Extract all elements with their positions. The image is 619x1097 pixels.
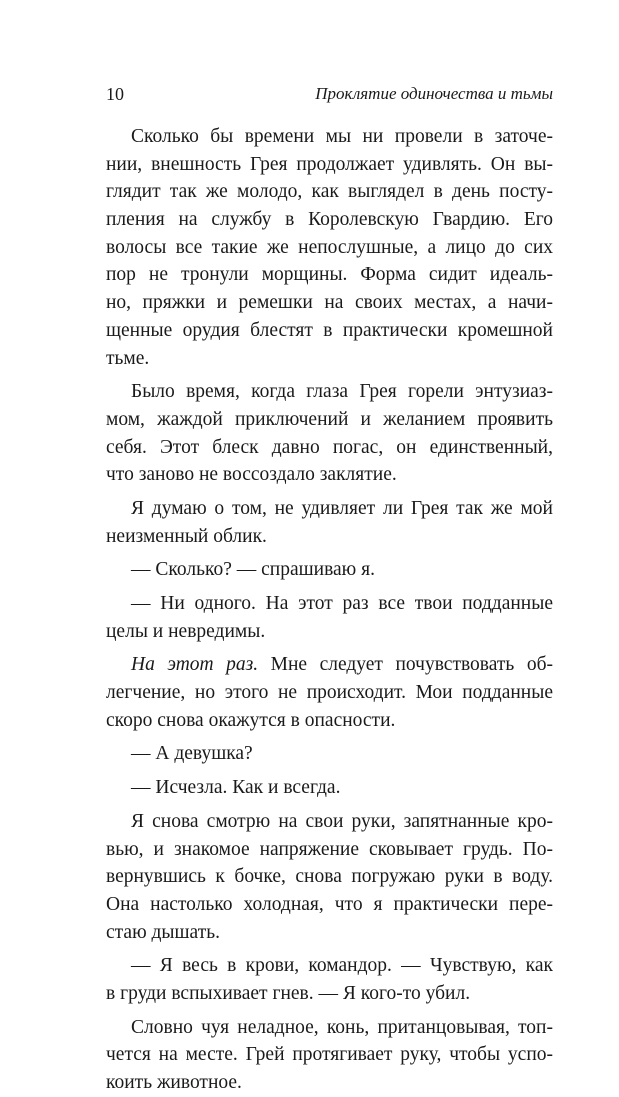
text-line: — А девушка? [131,743,253,765]
text-line: Я снова смотрю на свои руки, запятнанные кро- [131,810,553,832]
running-title: Проклятие одиночества и тьмы [315,84,553,103]
text-line: коить животное. [106,1072,242,1093]
text-line: себя. Этот блеск давно погас, он единственный, [106,436,553,458]
page-header [106,84,553,108]
text-line: стаю дышать. [106,921,220,943]
text-line: вернувшись к бочке, снова погружаю руки в воду. [106,866,553,888]
text-line: в груди вспыхивает гнев. — Я кого-то убил. [106,982,471,1004]
text-line: щенные орудия блестят в практически кромешной [106,319,553,341]
text-line: нии, внешность Грея продолжает удивлять. Он вы- [106,153,553,175]
text-line: неизменный облик. [106,525,267,547]
text-line: Она настолько холодная, что я практически пере- [106,893,553,915]
text-line: Я думаю о том, не удивляет ли Грея так же мой [131,497,553,519]
text-line: скоро снова окажутся в опасности. [106,709,396,731]
text-line: что заново не воссоздало заклятие. [106,464,397,486]
text-line: но, пряжки и ремешки на своих местах, а начи- [106,292,553,314]
text-line: целы и невредимы. [106,620,266,642]
text-line: мом, жаждой приключений и желанием проявить [106,408,553,430]
body-text [106,123,553,1097]
text-line: чется на месте. Грей протягивает руку, чтобы успо- [106,1044,553,1066]
text-line: тьме. [106,347,150,369]
text-line: пор не тронули морщины. Форма сидит идеаль- [106,264,553,286]
text-line: — Сколько? — спрашиваю я. [131,559,375,581]
text-line: вью, и знакомое напряжение сковывает грудь. По- [106,838,553,860]
text-line: Словно чуя неладное, конь, пританцовывая, топ- [131,1016,553,1038]
page-number: 10 [106,84,124,104]
text-line: легчение, но этого не происходит. Мои подданные [106,682,553,704]
text-line: — Ни одного. На этот раз все твои подданные [131,593,553,614]
text-line: пления на службу в Королевскую Гвардию. Его [106,209,553,231]
text-line: волосы все такие же непослушные, а лицо до сих [106,236,553,258]
text-line [106,651,553,679]
text-line: Было время, когда глаза Грея горели энтузиаз- [131,381,553,403]
text-line-rest: Мне следует почувствовать об- [258,654,553,676]
text-line: — Я весь в крови, командор. — Чувствую, как [131,955,553,977]
text-line: Сколько бы времени мы ни провели в заточе- [131,126,553,147]
italic-phrase: На этот раз. [131,654,259,676]
text-line: глядит так же молодо, как выглядел в день посту- [106,181,553,203]
text-line: — Исчезла. Как и всегда. [131,777,341,799]
